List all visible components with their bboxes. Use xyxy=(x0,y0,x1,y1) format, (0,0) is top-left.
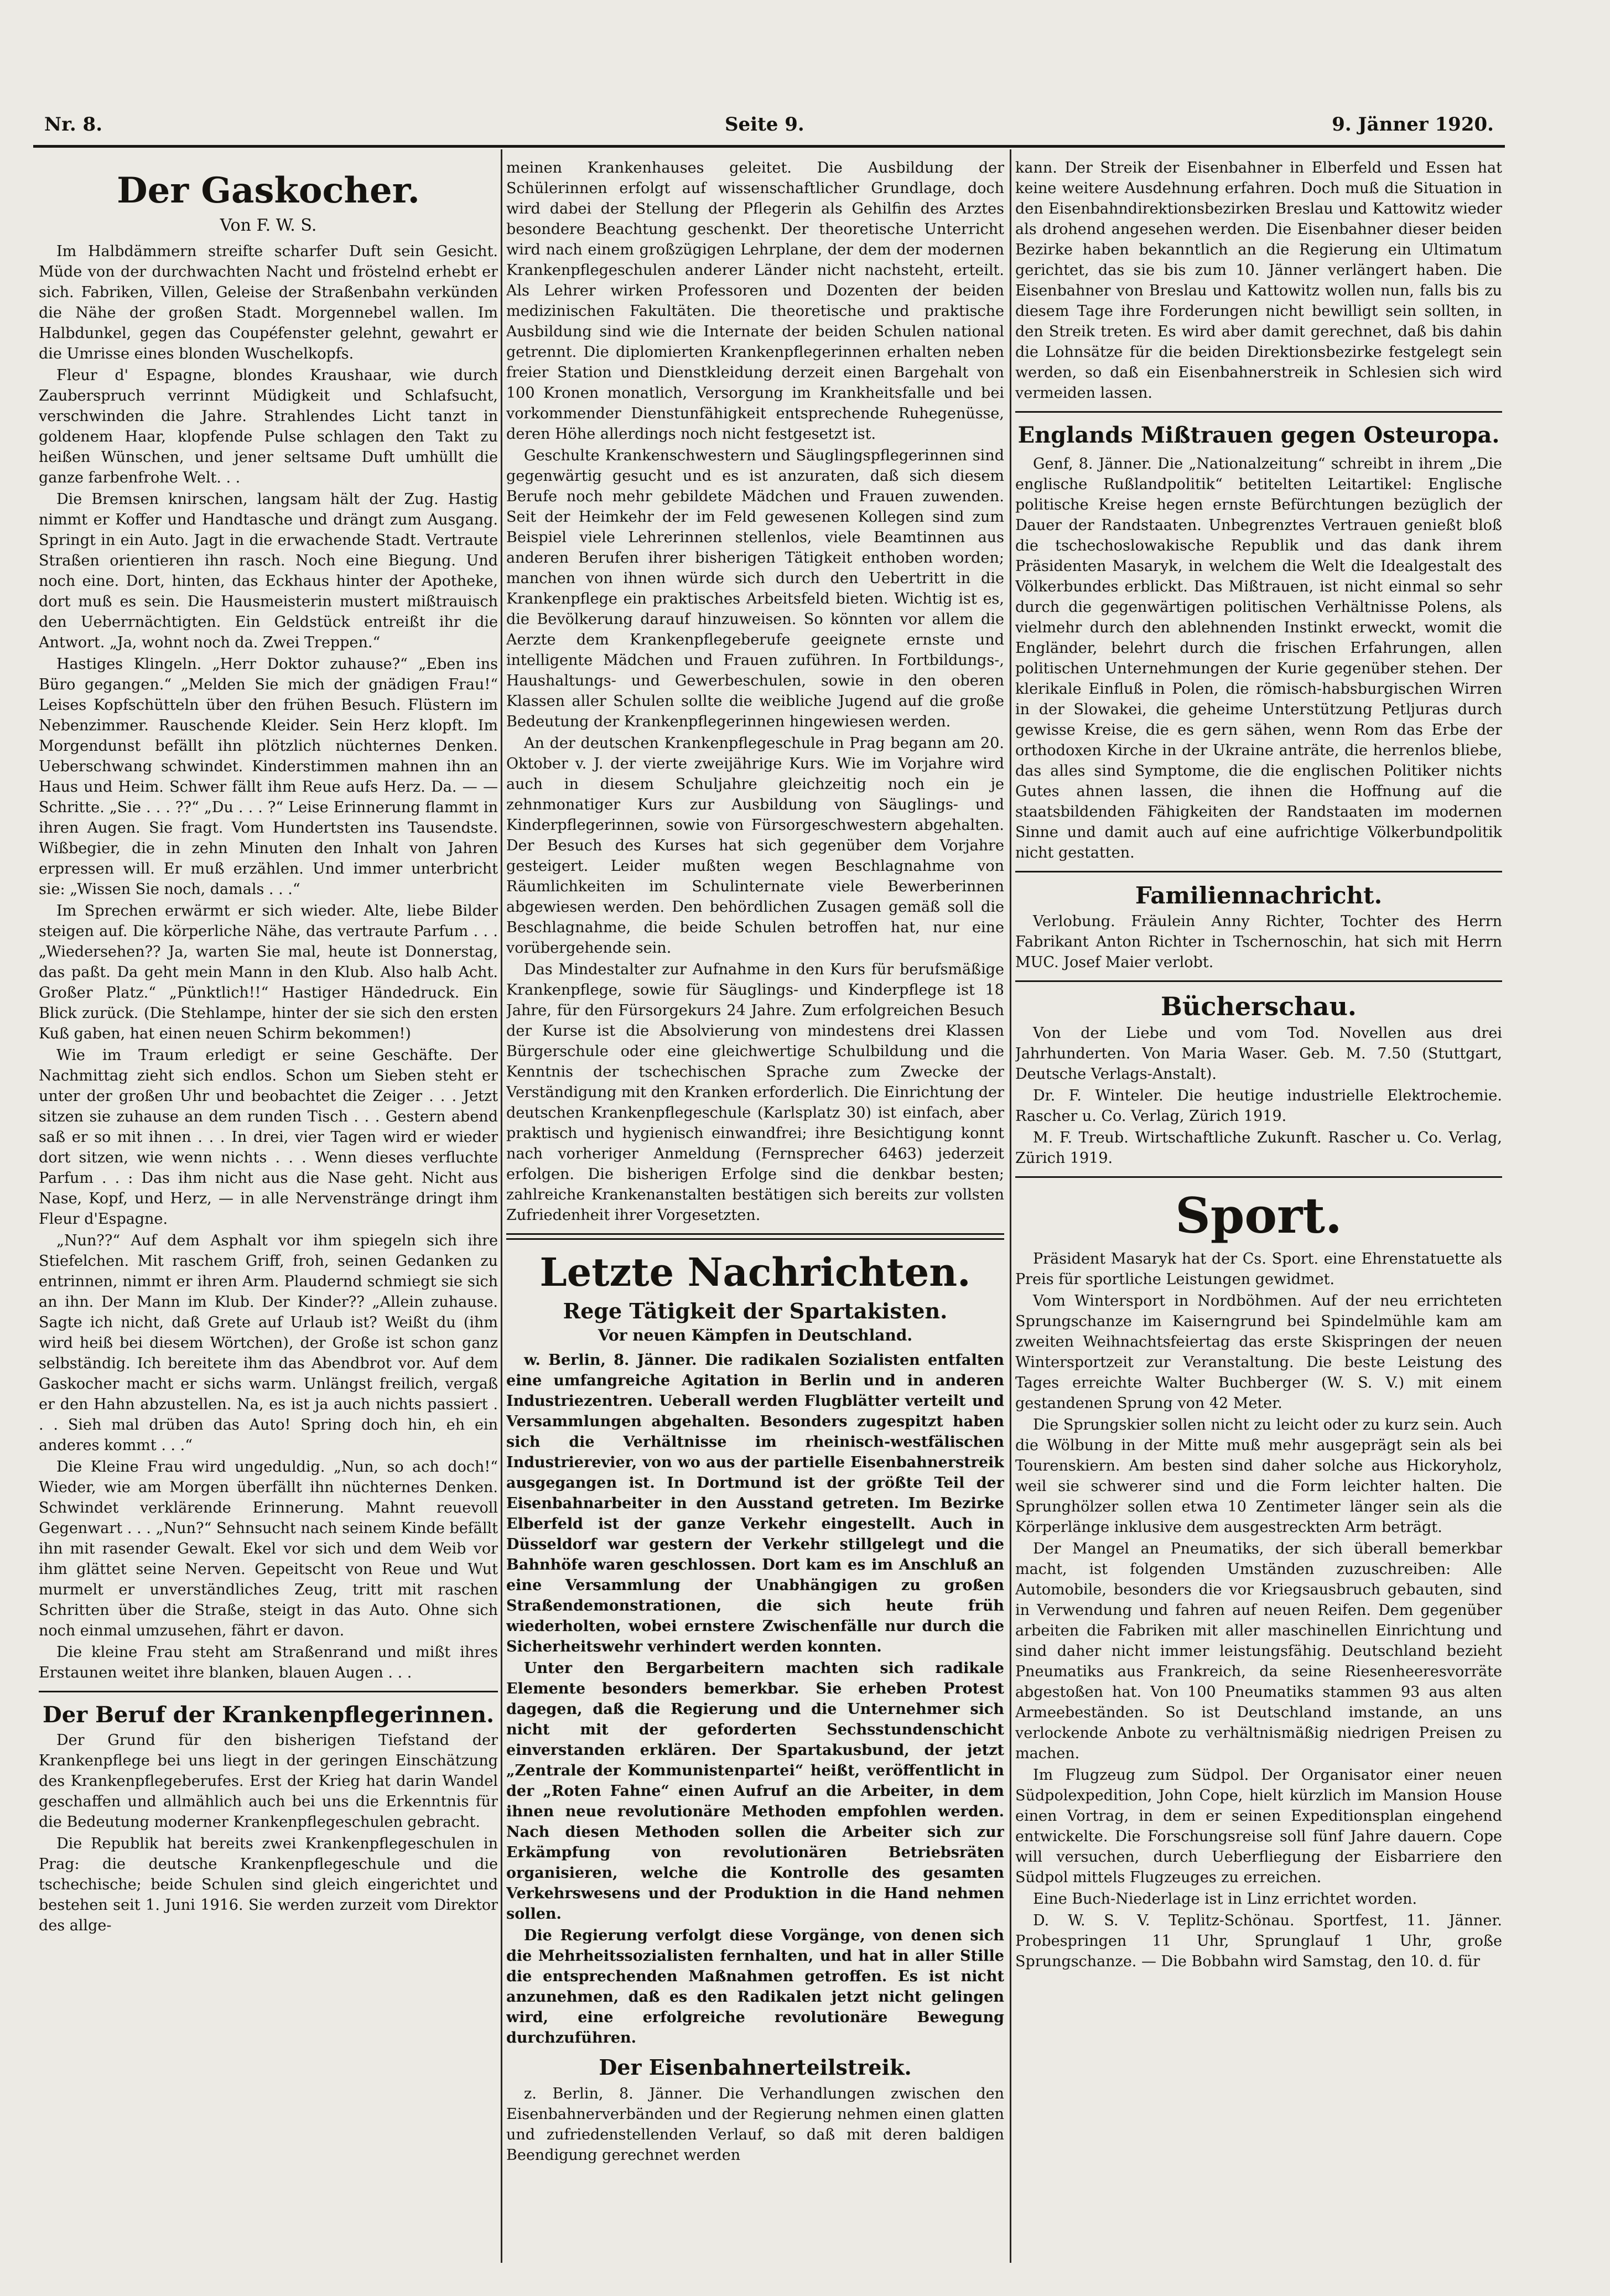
paragraph: Der Mangel an Pneumatiks, der sich überall bemerkbar macht, ist folgenden Umständen zuzuschreiben: Alle Automobile, besonders die vor Kriegsausbruch gebauten, sind in Verwendung und fahren auf neuen Reifen. Dem gegenüber arbeiten die Fabriken mit aller maschinellen Einrichtung und sind daher nicht immer leistungsfähig. Deutschland bezieht Pneumatiks aus Frankreich, da seine Riesenheeresvorräte abgestoßen hat. Von 100 Pneumatiks stammen 93 aus alten Armeebeständen. So ist Deutschland imstande, an uns verlockende Anbote zu verhältnismäßig niedrigen Preisen zu machen. xyxy=(1015,1540,1502,1762)
paragraph: Fleur d' Espagne, blondes Kraushaar, wie durch Zauberspruch verrinnt Müdigkeit und Schlafsucht, verschwinden die Jahre. Strahlendes Licht tanzt in goldenem Haar, klopfende Pulse schlagen den Takt zu heißen Wünschen, und jener seltsame Duft umhüllt die ganze farbenfrohe Welt. . . xyxy=(39,367,498,486)
article-body-beruf xyxy=(39,1730,498,1936)
section-title-letzte-nachrichten: Letzte Nachrichten. xyxy=(539,1249,971,1295)
section-rule xyxy=(506,1233,1004,1240)
paragraph: kann. Der Streik der Eisenbahner in Elberfeld und Essen hat keine weitere Ausdehnung erfahren. Doch muß die Situation in den Eisenbahndirektionsbezirken Breslau und Kattowitz wieder als drohend angesehen werden. Die Eisenbahner dieser beiden Bezirke haben bekanntlich an die Regierung ein Ultimatum gerichtet, das sie bis zum 10. Jänner verlängert haben. Die Eisenbahner von Breslau und Kattowitz wollen nun, falls bis zu diesem Tage ihre Forderungen nicht bewilligt sein sollten, in den Streik treten. Es wird aber damit gerechnet, daß bis dahin die Lohnsätze für die beiden Direktionsbezirke festgelegt sein werden, so daß ein Eisenbahnerstreik in Schlesien sich wird vermeiden lassen. xyxy=(1015,159,1502,402)
paragraph: D. W. S. V. Teplitz-Schönau. Sportfest, 11. Jänner. Probespringen 11 Uhr, Sprunglauf 1 Uhr, große Sprungschanze. — Die Bobbahn wird Samstag, den 10. d. für xyxy=(1015,1912,1502,1970)
section-body-buecherschau xyxy=(1015,1023,1502,1168)
paragraph: Die kleine Frau steht am Straßenrand und mißt ihres Erstaunen weitet ihre blanken, blauen Augen . . . xyxy=(39,1644,498,1681)
paragraph: Die Kleine Frau wird ungeduldig. „Nun, so ach doch!“ Wieder, wie am Morgen überfällt ihn nüchternes Denken. Schwindet verklärende Erinnerung. Mahnt reuevoll Gegenwart . . . „Nun?“ Sehnsucht nach seinem Kinde befällt ihn mit rasender Gewalt. Ekel vor sich und dem Weib vor ihm glättet seine Nerven. Gepeitscht von Reue und Wut murmelt er unverständliches Zeug, tritt mit raschen Schritten über die Straße, steigt in das Auto. Ohne sich noch einmal umzusehen, fährt er davon. xyxy=(39,1458,498,1639)
paragraph: Von der Liebe und vom Tod. Novellen aus drei Jahrhunderten. Von Maria Waser. Geb. M. 7.50 (Stuttgart, Deutsche Verlags-Anstalt). xyxy=(1015,1025,1502,1083)
page-number: Seite 9. xyxy=(725,113,804,136)
paragraph: Das Mindestalter zur Aufnahme in den Kurs für berufsmäßige Krankenpflege, sowie für Säuglings- und Kinderpflege ist 18 Jahre, für den Fürsorgekurs 24 Jahre. Zum erfolgreichen Besuch der Kurse ist die Absolvierung von mindestens drei Klassen Bürgerschule oder eine gleichwertige Schulbildung und die Kenntnis der tschechischen Sprache zum Zwecke der Verständigung mit den Kranken erforderlich. Die Einrichtung der deutschen Krankenpflegeschule (Karlsplatz 30) ist einfach, aber praktisch und hygienisch einwandfrei; ihre Besichtigung konnt nach vorheriger Anmeldung (Fernsprecher 6463) jederzeit erfolgen. Die bisherigen Erfolge sind die denkbar besten; zahlreiche Krankenanstalten bestätigen sich bereits zur vollsten Zufriedenheit ihrer Vorgesetzten. xyxy=(506,961,1004,1224)
section-body-sport xyxy=(1015,1249,1502,1972)
section-rule xyxy=(1015,980,1502,982)
paragraph: Die Bremsen knirschen, langsam hält der Zug. Hastig nimmt er Koffer und Handtasche und drängt zum Ausgang. Springt in ein Auto. Jagt in die erwachende Stadt. Vertraute Straßen orientieren ihn rasch. Noch eine Biegung. Und noch eine. Dort, hinten, das Eckhaus hinter der Apotheke, dort muß es sein. Die Hausmeisterin mustert mißtrauisch den Ueberrnächtigten. Ein Geldstück entreißt ihr die Antwort. „Ja, wohnt noch da. Zwei Treppen.“ xyxy=(39,491,498,651)
paragraph: Eine Buch-Niederlage ist in Linz errichtet worden. xyxy=(1033,1890,1417,1908)
article-body-beruf-continued xyxy=(506,158,1004,1225)
paragraph: w. Berlin, 8. Jänner. Die radikalen Sozialisten entfalten eine umfangreiche Agitation in Berlin und in anderen Industriezentren. Ueberall werden Flugblätter verteilt und Versammlungen abgehalten. Besonders zugespitzt haben sich die Verhältnisse im rheinisch-westfälischen Industrierevier, von wo aus der partielle Eisenbahnerstreik ausgegangen ist. In Dortmund ist der größte Teil der Eisenbahnarbeiter in den Ausstand getreten. Im Bezirke Elberfeld ist der ganze Verkehr eingestellt. Auch in Düsseldorf war gestern der Verkehr stillgelegt und die Bahnhöfe waren geschlossen. Dort kam es im Anschluß an eine Versammlung der Unabhängigen zu großen Straßendemonstrationen, die sich heute früh wiederholten, wobei ernstere Zwischenfälle nur durch die Sicherheitswehr verhindert werden konnten. xyxy=(506,1352,1004,1655)
column-divider-1 xyxy=(501,149,502,2263)
paragraph: Wie im Traum erledigt er seine Geschäfte. Der Nachmittag zieht sich endlos. Schon um Sieben steht er unter der großen Uhr und beobachtet die Zeiger . . . Jetzt sitzen sie zuhause an dem runden Tisch . . . Gestern abend saß er so mit ihnen . . . In drei, vier Tagen wird er wieder dort sitzen, wie wenn nichts . . . Wenn dieses verfluchte Parfum . . : Das ihm nicht aus die Nase geht. Nicht aus Nase, Kopf, und Herz, — in alle Nervenstränge dringt ihm Fleur d'Espagne. xyxy=(39,1047,498,1228)
paragraph: Geschulte Krankenschwestern und Säuglingspflegerinnen sind gegenwärtig gesucht und es ist anzuraten, daß sich diesem Berufe noch mehr gebildete Mädchen und Frauen zuwenden. Seit der Heimkehr der im Feld gewesenen Kollegen sind zum Beispiel viele Lehrerinnen stellenlos, viele Beamtinnen aus anderen Berufen ihrer bisherigen Tätigkeit enthoben worden; manchen von ihnen würde sich durch den Uebertritt in die Krankenpflege ein praktisches Arbeitsfeld bieten. Wichtig ist es, die Bevölkerung darauf hinzuweisen. So könnten vor allem die Aerzte dem Krankenpflegeberufe geeignete ernste und intelligente Mädchen und Frauen zuführen. In Fortbildungs-, Haushaltungs- und Gewerbeschulen, sowie in den oberen Klassen aller Schulen sollte die weibliche Jugend auf die große Bedeutung der Krankenpflegerinnen hingewiesen werden. xyxy=(506,447,1004,730)
paragraph: z. Berlin, 8. Jänner. Die Verhandlungen zwischen den Eisenbahnerverbänden und der Regierung nehmen einen glatten und zufriedenstellenden Verlauf, so daß mit deren baldigen Beendigung gerechnet werden xyxy=(506,2085,1004,2164)
paragraph: Die Regierung verfolgt diese Vorgänge, von denen sich die Mehrheitssozialisten fernhalten, und hat in aller Stille die entsprechenden Maßnahmen getroffen. Es ist nicht anzunehmen, daß es den Radikalen jetzt nicht gelingen wird, eine erfolgreiche revolutionäre Bewegung durchzuführen. xyxy=(506,1927,1004,2046)
paragraph: Hastiges Klingeln. „Herr Doktor zuhause?“ „Eben ins Büro gegangen.“ „Melden Sie mich der gnädigen Frau!“ Leises Kopfschütteln über den frühen Besuch. Flüstern im Nebenzimmer. Rauschende Kleider. Sein Herz klopft. Im Morgendunst befällt ihn plötzlich nüchternes Denken. Ueberschwang schwindet. Kinderstimmen mahnen ihn an Haus und Heim. Schwer fällt ihm Reue aufs Herz. Da. — — Schritte. „Sie . . . ??“ „Du . . . ?“ Leise Erinnerung flammt in ihren Augen. Sie fragt. Vom Hundertsten ins Tausendste. Wißbegier, die in zehn Minuten den Inhalt von Jahren erpressen will. Er muß erzählen. Und immer unterbricht sie: „Wissen Sie noch, damals . . .“ xyxy=(39,656,498,898)
paragraph: Die Republik hat bereits zwei Krankenpflegeschulen in Prag: die deutsche Krankenpflegeschule und die tschechische; beide Schulen sind gleich eingerichtet und bestehen seit 1. Juni 1916. Sie werden zurzeit vom Direktor des allge- xyxy=(39,1835,498,1934)
article-body-eisenbahnerteilstreik xyxy=(506,2084,1004,2165)
issue-number: Nr. 8. xyxy=(44,113,103,136)
paragraph: Im Sprechen erwärmt er sich wieder. Alte, liebe Bilder steigen auf. Die körperliche Nähe, das vertraute Parfum . . . „Wiedersehen?? Ja, warten Sie mal, heute ist Donnerstag, das paßt. Da geht mein Mann in den Klub. Also halb Acht. Großer Platz.“ „Pünktlich!!“ Hastiger Händedruck. Ein Blick zurück. (Die Stehlampe, hinter der sie sich den ersten Kuß gaben, hat einen neuen Schirm bekommen!) xyxy=(39,902,498,1042)
section-title-familiennachricht: Familiennachricht. xyxy=(1135,882,1383,909)
section-title-buecherschau: Bücherschau. xyxy=(1161,991,1357,1021)
section-title-sport: Sport. xyxy=(1175,1187,1342,1244)
paragraph: Präsident Masaryk hat der Cs. Sport. eine Ehrenstatuette als Preis für sportliche Leistungen gewidmet. xyxy=(1015,1250,1502,1288)
paragraph: An der deutschen Krankenpflegeschule in Prag begann am 20. Oktober v. J. der vierte zweijährige Kurs. Wie im Vorjahre wird auch in diesem Schuljahre gleichzeitig noch ein je zehnmonatiger Kurs zur Ausbildung von Säuglings- und Kinderpflegerinnen, sowie von Fürsorgeschwestern abgehalten. Der Besuch des Kurses hat sich gegenüber dem Vorjahre gesteigert. Leider mußten wegen Beschlagnahme von Räumlichkeiten im Schulinternate viele Bewerberinnen abgewiesen werden. Den behördlichen Zusagen gemäß soll die Beschlagnahme, die beide Schulen betroffen hat, nur eine vorübergehende sein. xyxy=(506,735,1004,957)
column-divider-2 xyxy=(1010,149,1011,2263)
paragraph: Genf, 8. Jänner. Die „Nationalzeitung“ schreibt in ihrem „Die englische Rußlandpolitik“ betitelten Leitartikel: Englische politische Kreise hegen ernste Befürchtungen bezüglich der Dauer der Randstaaten. Unbegrenztes Vertrauen genießt bloß die tschechoslowakische Republik und das dank ihrem Präsidenten Masaryk, in welchem die Welt die Idealgestalt des Völkerbundes erblickt. Das Mißtrauen, ist nicht einmal so sehr durch die gegenwärtigen politischen Verhältnisse Polens, als vielmehr durch den ablehnenden Instinkt erweckt, womit die Engländer, belehrt durch die frischen Erfahrungen, allen politischen Unternehmungen der Kurie gegenüber stehen. Der klerikale Einfluß in Polen, die römisch-habsburgischen Wirren in der Slowakei, die geheime Unterstützung Petljuras durch gewisse Kreise, die es gern sähen, wenn Rom das Erbe der orthodoxen Kirche in der Ukraine anträte, die herrenlos bliebe, das alles sind Symptome, die die englischen Politiker nichts Gutes ahnen lassen, die ihnen die Hoffnung auf die staatsbildenden Fähigkeiten der Randstaaten im modernen Sinne und damit auch auf eine aufrichtige Völkerbundpolitik nicht gestatten. xyxy=(1015,455,1502,861)
article-body-eisenbahner-continued xyxy=(1015,158,1502,403)
column-3 xyxy=(1015,158,1502,2255)
issue-date: 9. Jänner 1920. xyxy=(1332,113,1494,136)
section-body-familiennachricht xyxy=(1015,911,1502,973)
page-header xyxy=(44,113,1494,147)
header-rule xyxy=(33,145,1505,148)
article-title-england: Englands Mißtrauen gegen Osteuropa. xyxy=(1017,422,1500,448)
article-subtitle-spartakisten: Vor neuen Kämpfen in Deutschland. xyxy=(598,1326,913,1344)
paragraph: M. F. Treub. Wirtschaftliche Zukunft. Rascher u. Co. Verlag, Zürich 1919. xyxy=(1015,1129,1502,1167)
column-2 xyxy=(506,158,1004,2255)
paragraph: Unter den Bergarbeitern machten sich radikale Elemente besonders bemerkbar. Sie erheben Protest dagegen, daß die Regierung und die Unternehmer sich nicht mit der geforderten Sechsstundenschicht einverstanden erklären. Der Spartakusbund, der jetzt „Zentrale der Kommunistenpartei“ heißt, veröffentlicht in der „Roten Fahne“ einen Aufruf an die Arbeiter, in dem ihnen neue revolutionäre Methoden empfohlen werden. Nach diesen Methoden sollen die Arbeiter sich zur Erkämpfung von revolutionären Betriebsräten organisieren, welche die Kontrolle des gesamten Verkehrswesens und der Produktion in die Hand nehmen sollen. xyxy=(506,1660,1004,1923)
section-rule xyxy=(1015,871,1502,872)
article-title-beruf: Der Beruf der Krankenpflegerinnen. xyxy=(43,1702,494,1728)
paragraph: Im Flugzeug zum Südpol. Der Organisator einer neuen Südpolexpedition, John Cope, hielt kürzlich im Mansion House einen Vortrag, in dem er seinen Expeditionsplan eingehend entwickelte. Die Forschungsreise soll fünf Jahre dauern. Cope will versuchen, durch Ueberfliegung der Eisbarriere den Südpol mittels Flugzeuges zu erreichen. xyxy=(1015,1767,1502,1886)
paragraph: Der Grund für den bisherigen Tiefstand der Krankenpflege bei uns liegt in der geringen Einschätzung des Krankenpflegeberufes. Erst der Krieg hat darin Wandel geschaffen und allmählich auch bei uns die Erkenntnis für die Bedeutung moderner Krankenpflegeschulen gebracht. xyxy=(39,1732,498,1831)
article-title-gaskocher: Der Gaskocher. xyxy=(117,170,420,211)
column-1 xyxy=(39,158,498,2255)
paragraph: Vom Wintersport in Nordböhmen. Auf der neu errichteten Sprungschanze im Kaiserngrund bei Spindelmühle kam am zweiten Weihnachtsfeiertag das erste Skispringen der neuen Wintersportzeit zur Veranstaltung. Die beste Leistung des Tages erreichte Walter Buchberger (W. S. V.) mit einem gestandenen Sprung von 42 Meter. xyxy=(1015,1292,1502,1412)
section-rule xyxy=(1015,411,1502,413)
paragraph: meinen Krankenhauses geleitet. Die Ausbildung der Schülerinnen erfolgt auf wissenschaftlicher Grundlage, doch wird dabei der Stellung der Pflegerin als Gehilfin des Arztes besondere Beachtung geschenkt. Der theoretische Unterricht wird nach einem großzügigen Lehrplane, der dem der modernen Krankenpflegeschulen anderer Länder nicht nachsteht, erteilt. Als Lehrer wirken Professoren und Dozenten der beiden medizinischen Fakultäten. Die theoretische und praktische Ausbildung sind wie die Internate der beiden Schulen national getrennt. Die diplomierten Krankenpflegerinnen erhalten neben freier Station und Dienstkleidung derzeit einen Bargehalt von 100 Kronen monatlich, Versorgung im Krankheitsfalle und bei vorkommender Dienstunfähigkeit entsprechende Ruhegenüsse, deren Höhe allerdings noch nicht festgesetzt ist. xyxy=(506,159,1004,443)
article-body-gaskocher xyxy=(39,241,498,1683)
paragraph: Verlobung. Fräulein Anny Richter, Tochter des Herrn Fabrikant Anton Richter in Tschernoschin, hat sich mit Herrn MUC. Josef Maier verlobt. xyxy=(1015,913,1502,971)
paragraph: Dr. F. Winteler. Die heutige industrielle Elektrochemie. Rascher u. Co. Verlag, Zürich 1919. xyxy=(1015,1087,1502,1125)
section-rule xyxy=(39,1691,498,1692)
article-body-england xyxy=(1015,454,1502,863)
article-title-eisenbahnerteilstreik: Der Eisenbahnerteilstreik. xyxy=(599,2055,912,2080)
paragraph: Im Halbdämmern streifte scharfer Duft sein Gesicht. Müde von der durchwachten Nacht und fröstelnd erhebt er sich. Fabriken, Villen, Geleise der Straßenbahn verkünden die Nähe der großen Stadt. Morgennebel wallen. Im Halbdunkel, gegen das Coupéfenster gelehnt, gewahrt er die Umrisse eines blonden Wuschelkopfs. xyxy=(39,243,498,362)
article-byline: Von F. W. S. xyxy=(220,216,317,235)
paragraph: „Nun??“ Auf dem Asphalt vor ihm spiegeln sich ihre Stiefelchen. Mit raschem Griff, froh, seinen Gedanken zu entrinnen, nimmt er ihren Arm. Plaudernd schmiegt sie sich an ihn. Der Mann im Klub. Der Kinder?? „Allein zuhause. Sagte ich nicht, daß Grete auf Urlaub ist? Weißt du (ihm wird heiß bei diesem Wörtchen), der Große ist schon ganz selbständig. Ich bereitete ihm das Abendbrot vor. Auf dem Gaskocher macht er sichs warm. Unlängst freilich, vergaß er den Hahn abzustellen. Na, es ist ja auch nichts passiert . . . Sieh mal drüben das Auto! Spring doch hin, eh ein anderes kommt . . .“ xyxy=(39,1232,498,1454)
article-body-spartakisten xyxy=(506,1350,1004,2048)
section-rule xyxy=(1015,1176,1502,1178)
paragraph: Die Sprungskier sollen nicht zu leicht oder zu kurz sein. Auch die Wölbung in der Mitte muß mehr ausgeprägt sein als bei Tourenskiern. Am besten sind daher solche aus Hickoryholz, weil sie schwerer sind und die Form leichter halten. Die Sprunghölzer sollen etwa 10 Zentimeter länger sein als die Körperlänge inklusive dem ausgestreckten Arm beträgt. xyxy=(1015,1416,1502,1536)
article-title-spartakisten: Rege Tätigkeit der Spartakisten. xyxy=(563,1298,948,1323)
